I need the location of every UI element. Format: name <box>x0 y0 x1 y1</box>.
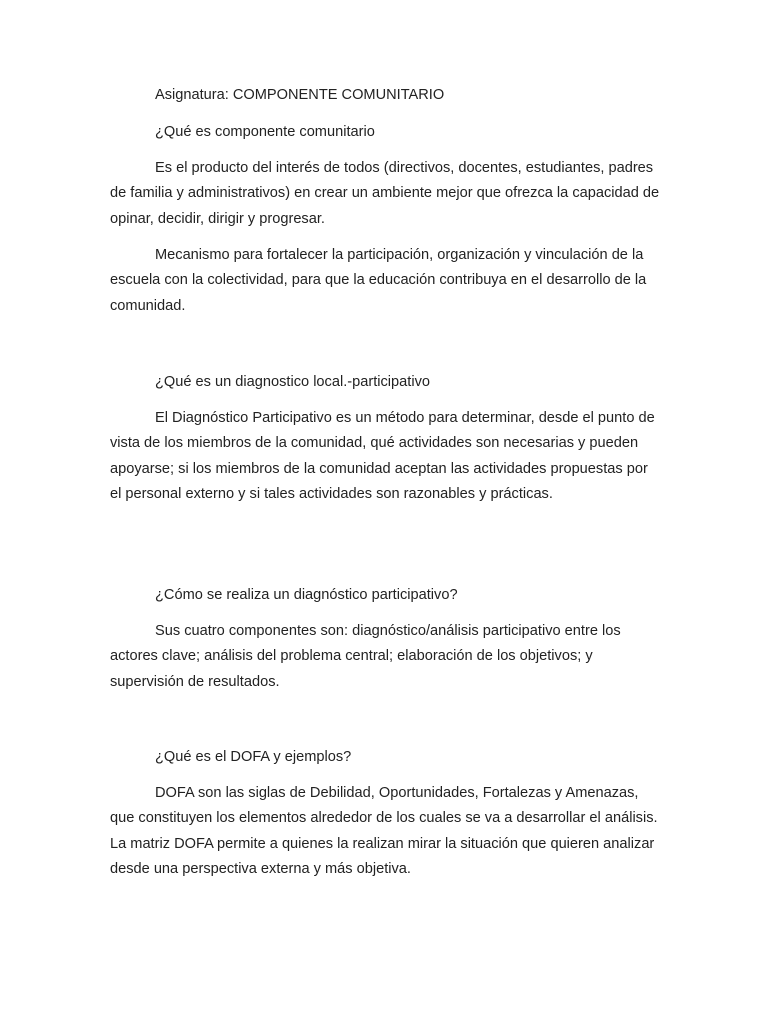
subject-heading: Asignatura: COMPONENTE COMUNITARIO <box>155 87 445 103</box>
question-componente-comunitario: ¿Qué es componente comunitario <box>155 124 375 140</box>
paragraph-cuatro-componentes: Sus cuatro componentes son: diagnóstico/análisis participativo entre los actores clave; análisis del problema central; elaboración de los objetivos; y supervisión de resultados. <box>110 623 621 690</box>
paragraph-mecanismo: Mecanismo para fortalecer la participación, organización y vinculación de la escuela con la colectividad, para que la educación contribuya en el desarrollo de la comunidad. <box>110 247 647 314</box>
question-dofa: ¿Qué es el DOFA y ejemplos? <box>155 749 352 765</box>
question-como-se-realiza: ¿Cómo se realiza un diagnóstico participativo? <box>155 587 458 603</box>
paragraph-diagnostico-participativo: El Diagnóstico Participativo es un método para determinar, desde el punto de vista de los miembros de la comunidad, qué actividades son necesarias y pueden apoyarse; si los miembros de la comunidad aceptan las actividades propuestas por el personal externo y si tales actividades son razonables y prácticas. <box>110 410 655 502</box>
question-diagnostico-local: ¿Qué es un diagnostico local.-participativo <box>155 374 430 390</box>
paragraph-dofa: DOFA son las siglas de Debilidad, Oportunidades, Fortalezas y Amenazas, que constituyen los elementos alrededor de los cuales se va a desarrollar el análisis. La matriz DOFA permite a quienes la realizan mirar la situación que quieren analizar desde una perspectiva externa y más objetiva. <box>110 785 658 877</box>
paragraph-definicion-producto: Es el producto del interés de todos (directivos, docentes, estudiantes, padres de familia y administrativos) en crear un ambiente mejor que ofrezca la capacidad de opinar, decidir, dirigir y progresar. <box>110 160 660 227</box>
